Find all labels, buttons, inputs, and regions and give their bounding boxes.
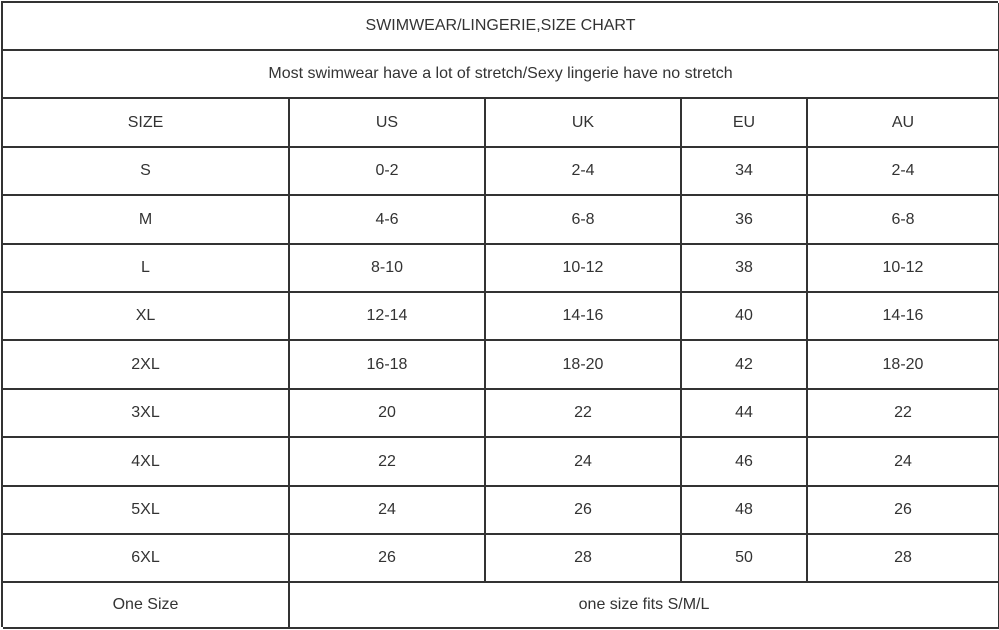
- table-row: [3, 535, 999, 583]
- size-cell: 3XL: [3, 390, 290, 436]
- eu-cell: 40: [682, 293, 808, 339]
- eu-cell: 50: [682, 535, 808, 581]
- note-row: [3, 51, 999, 99]
- table-row: [3, 196, 999, 245]
- us-cell: 16-18: [290, 341, 486, 388]
- au-cell: 18-20: [808, 341, 999, 388]
- uk-cell: 18-20: [486, 341, 682, 388]
- us-cell: 24: [290, 487, 486, 533]
- header-us: US: [290, 99, 486, 146]
- au-cell: 26: [808, 487, 999, 533]
- us-cell: 26: [290, 535, 486, 581]
- title-row: [3, 3, 999, 51]
- uk-cell: 14-16: [486, 293, 682, 339]
- size-chart-table: [1, 1, 998, 627]
- eu-cell: 48: [682, 487, 808, 533]
- uk-cell: 28: [486, 535, 682, 581]
- table-row: [3, 487, 999, 535]
- uk-cell: 10-12: [486, 245, 682, 291]
- header-eu: EU: [682, 99, 808, 146]
- footer-row: [3, 583, 999, 629]
- eu-cell: 46: [682, 438, 808, 485]
- size-cell: 6XL: [3, 535, 290, 581]
- header-au: AU: [808, 99, 999, 146]
- uk-cell: 6-8: [486, 196, 682, 243]
- stretch-note: Most swimwear have a lot of stretch/Sexy lingerie have no stretch: [3, 51, 999, 97]
- chart-title: SWIMWEAR/LINGERIE,SIZE CHART: [3, 3, 999, 49]
- au-cell: 14-16: [808, 293, 999, 339]
- one-size-value: one size fits S/M/L: [290, 583, 999, 627]
- table-row: [3, 390, 999, 438]
- us-cell: 4-6: [290, 196, 486, 243]
- uk-cell: 22: [486, 390, 682, 436]
- au-cell: 2-4: [808, 148, 999, 194]
- size-cell: M: [3, 196, 290, 243]
- us-cell: 0-2: [290, 148, 486, 194]
- us-cell: 8-10: [290, 245, 486, 291]
- size-cell: 5XL: [3, 487, 290, 533]
- uk-cell: 24: [486, 438, 682, 485]
- size-cell: S: [3, 148, 290, 194]
- table-row: [3, 293, 999, 341]
- au-cell: 28: [808, 535, 999, 581]
- us-cell: 22: [290, 438, 486, 485]
- eu-cell: 34: [682, 148, 808, 194]
- au-cell: 6-8: [808, 196, 999, 243]
- au-cell: 22: [808, 390, 999, 436]
- table-row: [3, 341, 999, 390]
- au-cell: 24: [808, 438, 999, 485]
- us-cell: 20: [290, 390, 486, 436]
- size-cell: 4XL: [3, 438, 290, 485]
- eu-cell: 42: [682, 341, 808, 388]
- header-uk: UK: [486, 99, 682, 146]
- table-row: [3, 438, 999, 487]
- us-cell: 12-14: [290, 293, 486, 339]
- eu-cell: 36: [682, 196, 808, 243]
- size-cell: L: [3, 245, 290, 291]
- table-row: [3, 245, 999, 293]
- table-row: [3, 148, 999, 196]
- uk-cell: 2-4: [486, 148, 682, 194]
- au-cell: 10-12: [808, 245, 999, 291]
- one-size-label: One Size: [3, 583, 290, 627]
- eu-cell: 38: [682, 245, 808, 291]
- uk-cell: 26: [486, 487, 682, 533]
- header-row: [3, 99, 999, 148]
- size-cell: 2XL: [3, 341, 290, 388]
- header-size: SIZE: [3, 99, 290, 146]
- size-cell: XL: [3, 293, 290, 339]
- eu-cell: 44: [682, 390, 808, 436]
